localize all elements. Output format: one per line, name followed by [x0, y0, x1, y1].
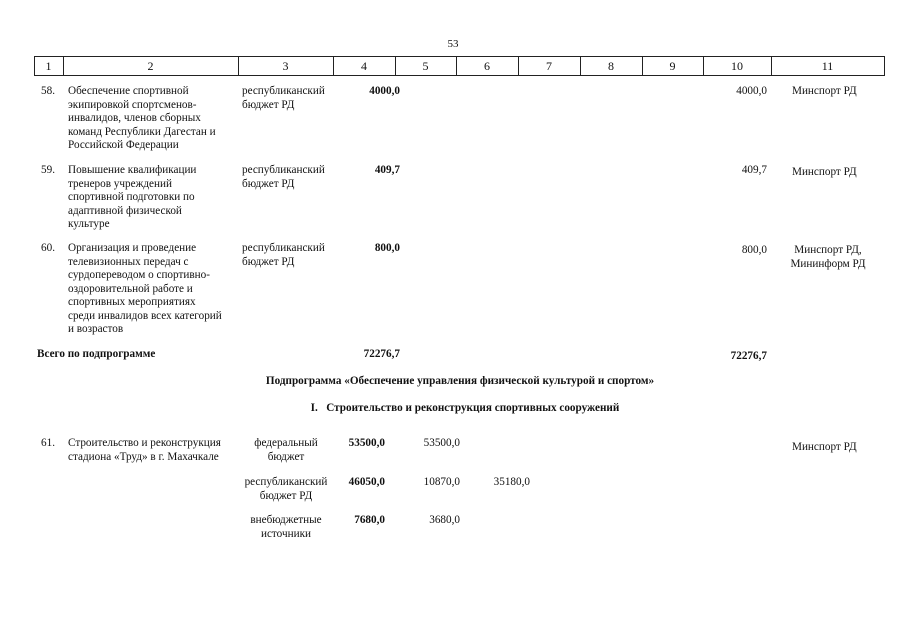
- subtotal-label: Всего по подпрограмме: [37, 348, 156, 360]
- col-header: 8: [608, 59, 614, 73]
- col-header: 3: [282, 59, 289, 73]
- total-value: 409,7: [374, 164, 400, 176]
- funding-source: республиканский бюджет РД: [244, 476, 328, 502]
- col-header: 2: [147, 59, 154, 73]
- col10-value: 800,0: [741, 244, 767, 256]
- col5-value: 53500,0: [423, 437, 460, 449]
- section-title: I. Строительство и реконструкция спортивных сооружений: [310, 402, 620, 414]
- col-header: 11: [821, 59, 834, 73]
- col10-value: 409,7: [741, 164, 767, 176]
- row-number: 61.: [41, 437, 55, 449]
- col-header: 7: [546, 59, 552, 73]
- funding-source: республиканский бюджет РД: [242, 242, 325, 268]
- executor: Минспорт РД: [792, 441, 857, 453]
- funding-source: внебюджетные источники: [250, 514, 322, 540]
- row-number: 59.: [41, 164, 55, 176]
- total-value: 800,0: [374, 242, 400, 254]
- col-header: 9: [669, 59, 676, 73]
- row-name: Организация и проведение телевизионных передач с сурдопереводом о спортивно- оздоровительной работе и спортивных мероприятиях среди инвалидов всех категорий и возрастов: [68, 242, 222, 335]
- row-name: Строительство и реконструкция стадиона «Труд» в г. Махачкале: [68, 437, 221, 463]
- col5-value: 3680,0: [429, 514, 460, 526]
- total-value: 46050,0: [348, 476, 385, 488]
- col5-value: 10870,0: [423, 476, 460, 488]
- subtotal-total: 72276,7: [363, 348, 400, 360]
- row-name: Обеспечение спортивной экипировкой спортсменов- инвалидов, членов сборных команд Республики Дагестан и Российской Федерации: [68, 85, 216, 151]
- col-header: 5: [422, 59, 429, 73]
- col6-value: 35180,0: [493, 476, 530, 488]
- subtotal-col10: 72276,7: [730, 350, 767, 362]
- funding-source: федеральный бюджет: [254, 437, 318, 463]
- subprogram-title: Подпрограмма «Обеспечение управления физической культурой и спортом»: [265, 375, 655, 387]
- row-number: 58.: [41, 85, 55, 97]
- col-header: 1: [45, 59, 52, 73]
- executor: Минспорт РД: [792, 166, 857, 178]
- col-header: 4: [361, 59, 367, 73]
- funding-source: республиканский бюджет РД: [242, 85, 325, 111]
- executor: Минспорт РД, Мининформ РД: [790, 244, 866, 270]
- total-value: 7680,0: [354, 514, 385, 526]
- col-header: 10: [731, 59, 743, 73]
- row-name: Повышение квалификации тренеров учреждений спортивной подготовки по адаптивной физической культуре: [68, 164, 197, 230]
- total-value: 53500,0: [348, 437, 385, 449]
- executor: Минспорт РД: [792, 85, 857, 97]
- row-number: 60.: [41, 242, 55, 254]
- col-header: 6: [484, 59, 490, 73]
- funding-source: республиканский бюджет РД: [242, 164, 325, 190]
- page-number: 53: [447, 38, 459, 50]
- total-value: 4000,0: [369, 85, 400, 97]
- col10-value: 4000,0: [736, 85, 767, 97]
